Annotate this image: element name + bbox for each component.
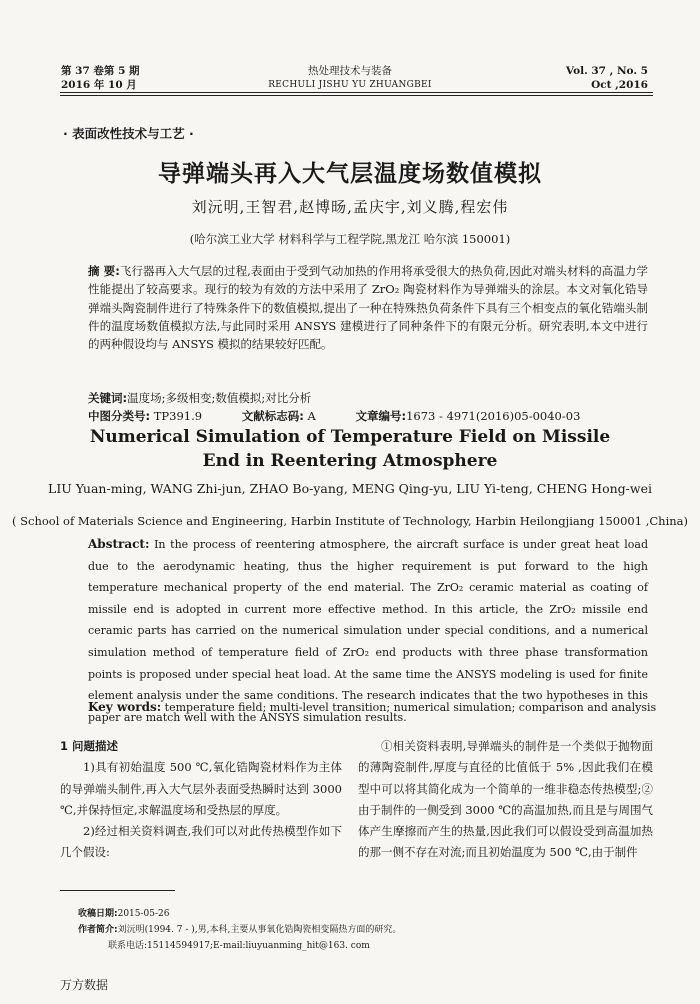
title-cn: 导弹端头再入大气层温度场数值模拟 <box>158 161 542 187</box>
section-heading: 1 问题描述 <box>60 739 119 753</box>
journal-name-cn: 热处理技术与装备 <box>308 65 392 77</box>
abstract-cn-text: 飞行器再入大气层的过程,表面由于受到气动加热的作用将承受很大的热负荷,因此对端头材料的高温力学性能提出了较高要求。现行的较为有效的方法中采用了 ZrO₂ 陶瓷材料作为导弹端头的涂层。本文对氧化锆导弹端头陶瓷制件进行了特殊条件下的数值模拟,提出了一种在特殊热负荷条件下具有三个相变点的氧化锆端头制件的温度场数值模拟方法,与此同时采用 ANSYS 建模进行了同种条件下的有限元分析。研究表明,本文中进行的两种假设均与 ANSYS 模拟的结果较好匹配。 <box>88 264 648 352</box>
bio-label: 作者简介: <box>78 925 118 935</box>
abstract-cn <box>88 262 648 353</box>
footnote-rule <box>60 890 175 891</box>
affiliation-en: ( School of Materials Science and Engineering, Harbin Institute of Technology, Harbin Heilongjiang 150001 ,China) <box>11 514 689 528</box>
keywords-cn-text: 温度场;多级相变;数值模拟;对比分析 <box>127 391 312 405</box>
received-label: 收稿日期: <box>78 909 118 919</box>
keywords-cn-label: 关键词: <box>88 391 128 405</box>
journal-name-en: RECHULI JISHU YU ZHUANGBEI <box>268 80 432 90</box>
header-right <box>566 64 648 92</box>
article-no-label: 文章编号: <box>355 409 407 423</box>
authors-cn: 刘沅明,王智君,赵博旸,孟庆宇,刘义腾,程宏伟 <box>191 198 509 216</box>
title-en-line2: End in Reentering Atmosphere <box>202 451 498 471</box>
affiliation-cn: (哈尔滨工业大学 材料科学与工程学院,黑龙江 哈尔滨 150001) <box>189 232 511 246</box>
body-left-column <box>60 736 342 864</box>
volume-en: Vol. 37 , No. 5 <box>565 65 648 77</box>
date-cn: 2016 年 10 月 <box>61 79 137 91</box>
keywords-en-text: temperature field; multi-level transition; numerical simulation; comparison and analysis <box>161 701 657 714</box>
keywords-en-label: Key words: <box>88 700 162 714</box>
abstract-en-label: Abstract: <box>88 537 150 551</box>
body-paragraph: ①相关资料表明,导弹端头的制件是一个类似于抛物面的薄陶瓷制件,厚度与直径的比值低于 5% ,因此我们在模型中可以将其简化成为一个简单的一维非稳态传热模型;②由于制件的一侧受到 3000 ℃的高温加热,而且是与周围气体产生摩擦而产生的热量,因此我们可以假设受到高温加热的那一侧不存在对流;而且初始温度为 500 ℃,由于制件 <box>358 739 653 860</box>
classification-line <box>88 408 616 424</box>
abstract-cn-label: 摘 要: <box>88 264 120 278</box>
keywords-cn <box>88 390 311 406</box>
volume-cn: 第 37 卷第 5 期 <box>61 65 140 77</box>
received-date: 2015-05-26 <box>117 909 170 919</box>
watermark: 万方数据 <box>60 978 109 992</box>
clc-label: 中图分类号: <box>88 409 151 423</box>
abstract-en-text: In the process of reentering atmosphere, the aircraft surface is under great heat load due to the aerodynamic heating, thus the higher requirement is put forward to the high temperature mechanical property of the end material. The ZrO₂ ceramic material as coating of missile end is adopted in current more effective method. In this article, the ZrO₂ missile end ceramic parts has carried on the numerical simulation under special conditions, and a numerical simulation method of temperature field of ZrO₂ end products with three phase transformation points is proposed under special heat load. At the same time the ANSYS modeling is used for finite element analysis under the same conditions. The research indicates that the two hypotheses in this paper are match well with the ANSYS simulation results. <box>88 538 648 724</box>
doc-code-value: A <box>307 409 316 423</box>
body-paragraph: 1)具有初始温度 500 ℃,氧化锆陶瓷材料作为主体的导弹端头制件,再入大气层外表面受热瞬时达到 3000 ℃,并保持恒定,求解温度场和受热层的厚度。 <box>60 760 342 817</box>
header-rule <box>60 92 653 93</box>
section-tag: · 表面改性技术与工艺 · <box>63 126 194 141</box>
doc-code-label: 文献标志码: <box>241 409 304 423</box>
body-paragraph: 2)经过相关资料调查,我们可以对此传热模型作如下几个假设: <box>60 824 342 860</box>
clc-value: TP391.9 <box>153 409 203 423</box>
title-en <box>0 425 700 473</box>
authors-en: LIU Yuan-ming, WANG Zhi-jun, ZHAO Bo-yang, MENG Qing-yu, LIU Yi-teng, CHENG Hong-wei <box>48 481 652 496</box>
body-right-column <box>358 736 653 864</box>
contact-info: 联系电话:15114594917;E-mail:liuyuanming_hit@163. com <box>108 941 370 951</box>
date-en: Oct ,2016 <box>591 79 648 91</box>
header-rule-2 <box>60 95 653 96</box>
footnote <box>78 906 401 954</box>
keywords-en <box>88 700 656 714</box>
page-header <box>0 0 700 100</box>
author-bio: 刘沅明(1994. 7 - ),男,本科,主要从事氧化锆陶瓷相变隔热方面的研究。 <box>117 925 402 935</box>
article-no-value: 1673 - 4971(2016)05-0040-03 <box>406 409 581 423</box>
title-en-line1: Numerical Simulation of Temperature Field on Missile <box>89 427 611 447</box>
